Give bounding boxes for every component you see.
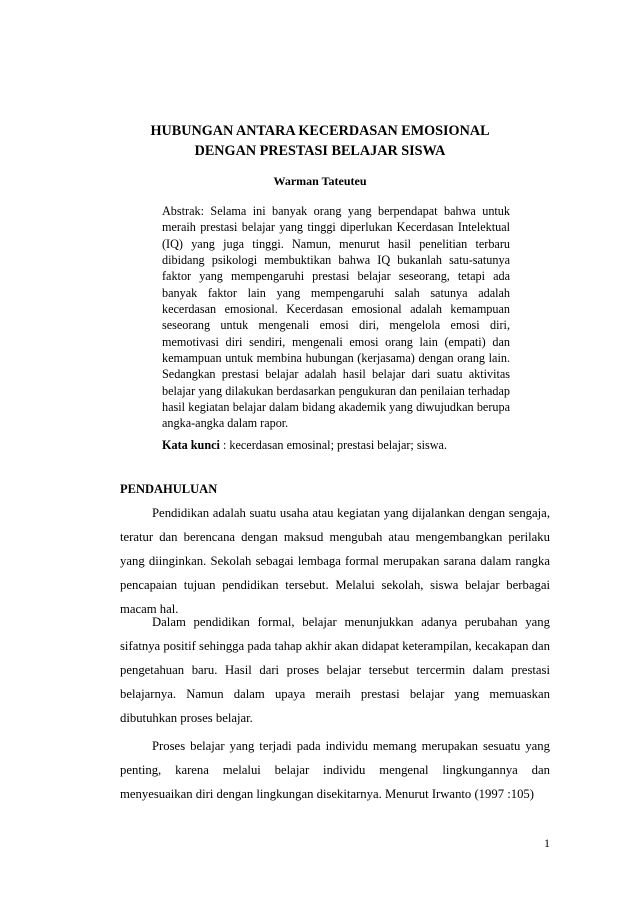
title-line-2: DENGAN PRESTASI BELAJAR SISWA bbox=[194, 143, 446, 159]
keywords-label: Kata kunci bbox=[162, 438, 220, 452]
author-name: Warman Tateuteu bbox=[273, 174, 367, 188]
title-line-1: HUBUNGAN ANTARA KECERDASAN EMOSIONAL bbox=[150, 123, 490, 139]
body-paragraph-2: Dalam pendidikan formal, belajar menunjukkan adanya perubahan yang sifatnya positif sehingga pada tahap akhir akan didapat keterampilan, kecakapan dan pengetahuan baru. Hasil dari proses belajar tersebut tercermin dalam prestasi belajarnya. Namun dalam upaya meraih prestasi belajar yang memuaskan dibutuhkan proses belajar. bbox=[120, 615, 550, 725]
body-paragraph-3: Proses belajar yang terjadi pada individu memang merupakan sesuatu yang penting, karena melalui belajar individu mengenal lingkungannya dan menyesuaikan diri dengan lingkungan disekitarnya. Menurut Irwanto (1997 :105) bbox=[120, 739, 550, 801]
keywords bbox=[162, 437, 510, 453]
page-number: 1 bbox=[544, 836, 550, 850]
keywords-text: : kecerdasan emosinal; prestasi belajar; siswa. bbox=[219, 438, 447, 452]
section-heading: PENDAHULUAN bbox=[120, 482, 218, 496]
body-paragraph-1: Pendidikan adalah suatu usaha atau kegiatan yang dijalankan dengan sengaja, teratur dan berencana dengan maksud mengubah atau mengembangkan perilaku yang diinginkan. Sekolah sebagai lembaga formal merupakan sarana dalam rangka pencapaian tujuan pendidikan tersebut. Melalui sekolah, siswa belajar berbagai macam hal. bbox=[120, 506, 550, 616]
abstract: Abstrak: Selama ini banyak orang yang berpendapat bahwa untuk meraih prestasi belajar yang tinggi diperlukan Kecerdasan Intelektual (IQ) yang juga tinggi. Namun, menurut hasil penelitian terbaru dibidang psikologi membuktikan bahwa IQ bukanlah satu-satunya faktor yang mempengaruhi prestasi belajar seseorang, tetapi ada banyak faktor lain yang mempengaruhi salah satunya adalah kecerdasan emosional. Kecerdasan emosional adalah kemampuan seseorang untuk mengenali emosi diri, mengelola emosi diri, memotivasi diri sendiri, mengenali emosi orang lain (empati) dan kemampuan untuk membina hubungan (kerjasama) dengan orang lain. Sedangkan prestasi belajar adalah hasil belajar dari suatu aktivitas belajar yang dilakukan berdasarkan pengukuran dan penilaian terhadap hasil kegiatan belajar dalam bidang akademik yang diwujudkan berupa angka-angka dalam rapor. bbox=[162, 204, 510, 431]
